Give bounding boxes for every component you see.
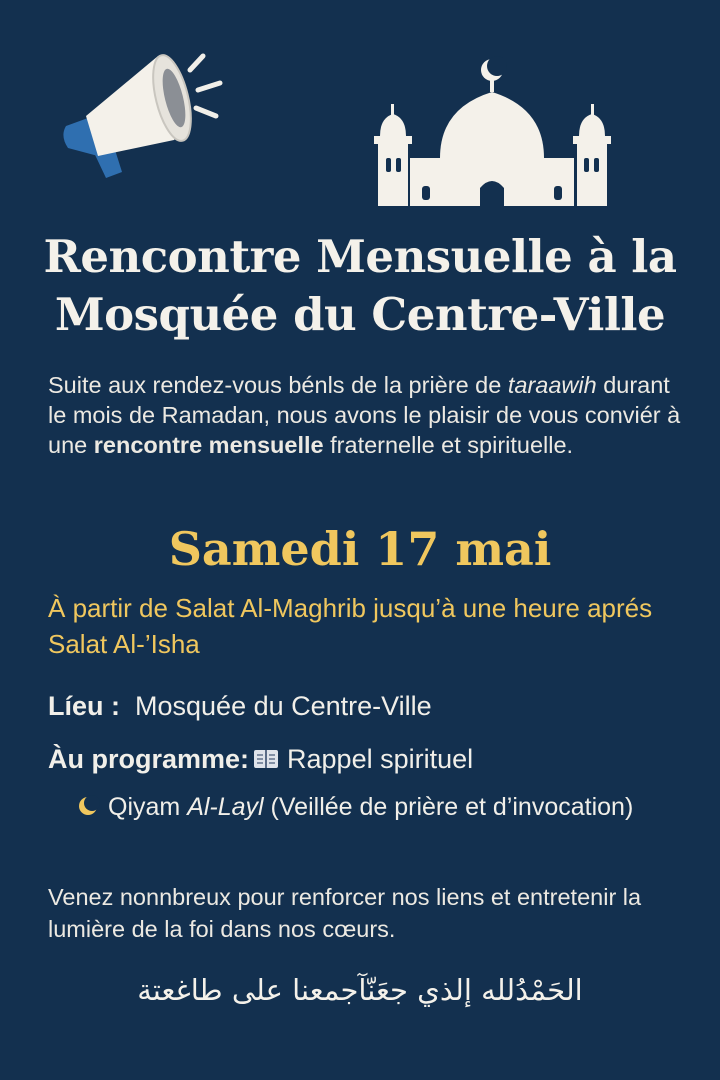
event-location [48, 688, 688, 724]
intro-text-1: Suite aux rendez-vous bénls de la prière de [48, 372, 508, 398]
programme-item-2-prefix: Qiyam [108, 793, 188, 821]
programme-item-2-suffix: (Veillée de prière et d’invocation) [263, 793, 634, 821]
arabic-blessing: الحَمْدُلله إلذي جعَنّآجمعنا على طاغعتة [137, 973, 583, 1007]
title-line-2: Mosquée du Centre-Ville [54, 288, 666, 341]
intro-text-2: durant le mois de Ramadan, nous avons le plaisir de vous conviér à une [48, 372, 681, 458]
title-line-1: Rencontre Mensuelle à la [43, 230, 677, 283]
event-title [0, 228, 720, 344]
programme-header [48, 741, 708, 777]
intro-highlight: rencontre mensuelle [93, 432, 324, 458]
event-time: À partir de Salat Al-Maghrib jusqu’à une heure aprés Salat Al-’Isha [48, 593, 653, 659]
megaphone-icon [58, 48, 228, 183]
closing-paragraph: Venez nonnbreux pour renforcer nos liens et entretenir la lumière de la foi dans nos cœurs. [48, 884, 642, 942]
programme-item-2-italic: Al-Layl [187, 793, 264, 821]
programme-item-2 [78, 789, 638, 825]
crescent-moon-icon [78, 795, 100, 817]
mosque-icon [370, 48, 615, 220]
programme-item-1: Rappel spirituel [287, 744, 474, 774]
intro-paragraph [48, 370, 688, 460]
location-value: Mosquée du Centre-Ville [135, 691, 432, 721]
intro-taraawih: taraawih [507, 372, 597, 398]
event-date: Samedi 17 mai [168, 522, 552, 576]
book-icon [253, 748, 279, 770]
programme-label: Àu programme: [48, 744, 250, 774]
location-label: Líeu : [48, 691, 120, 721]
intro-text-3: fraternelle et spirituelle. [323, 432, 574, 458]
